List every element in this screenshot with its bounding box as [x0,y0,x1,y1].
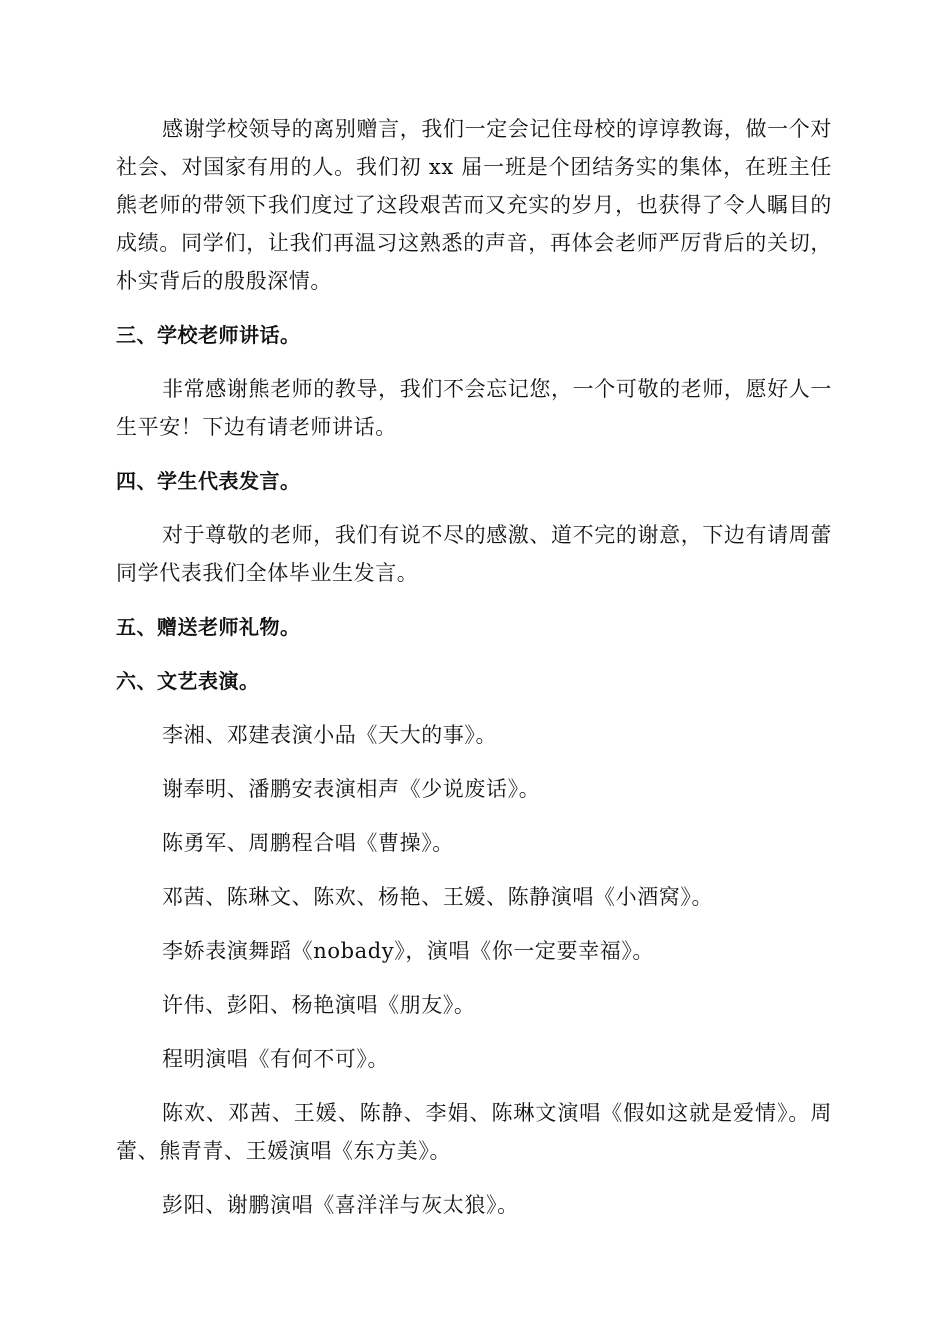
section-heading-gifts: 五、赠送老师礼物。 [116,615,301,639]
section-heading-student-speech: 四、学生代表发言。 [116,469,301,493]
document-body [116,110,832,1240]
section-heading-performances: 六、文艺表演。 [116,669,260,693]
paragraph-student-intro: 对于尊敬的老师，我们有说不尽的感激、道不完的谢意，下边有请周蕾同学代表我们全体毕业生发言。 [116,523,832,585]
performance-item: 谢奉明、潘鹏安表演相声《少说废话》。 [162,777,541,801]
performance-item-multiline: 陈欢、邓茜、王媛、陈静、李娟、陈琳文演唱《假如这就是爱情》。周蕾、熊青青、王媛演唱《东方美》。 [116,1101,832,1163]
section-heading-teacher-speech: 三、学校老师讲话。 [116,323,301,347]
paragraph-teacher-intro: 非常感谢熊老师的教导，我们不会忘记您，一个可敬的老师，愿好人一生平安！下边有请老师讲话。 [116,377,832,439]
performance-item: 许伟、彭阳、杨艳演唱《朋友》。 [162,993,476,1017]
paragraph-thanks-leaders: 感谢学校领导的离别赠言，我们一定会记住母校的谆谆教诲，做一个对社会、对国家有用的人。我们初 xx 届一班是个团结务实的集体，在班主任熊老师的带领下我们度过了这段艰苦而又充实的岁月，也获得了令人瞩目的成绩。同学们，让我们再温习这熟悉的声音，再体会老师严厉背后的关切，朴实背后的殷殷深情。 [116,117,832,293]
performance-item: 程明演唱《有何不可》。 [162,1047,390,1071]
performance-item: 彭阳、谢鹏演唱《喜洋洋与灰太狼》。 [162,1193,519,1217]
performance-item: 李湘、邓建表演小品《天大的事》。 [162,723,498,747]
performance-item: 陈勇军、周鹏程合唱《曹操》。 [162,831,454,855]
performance-item: 邓茜、陈琳文、陈欢、杨艳、王媛、陈静演唱《小酒窝》。 [162,885,714,909]
performance-item: 李娇表演舞蹈《nobady》，演唱《你一定要幸福》。 [162,939,655,963]
